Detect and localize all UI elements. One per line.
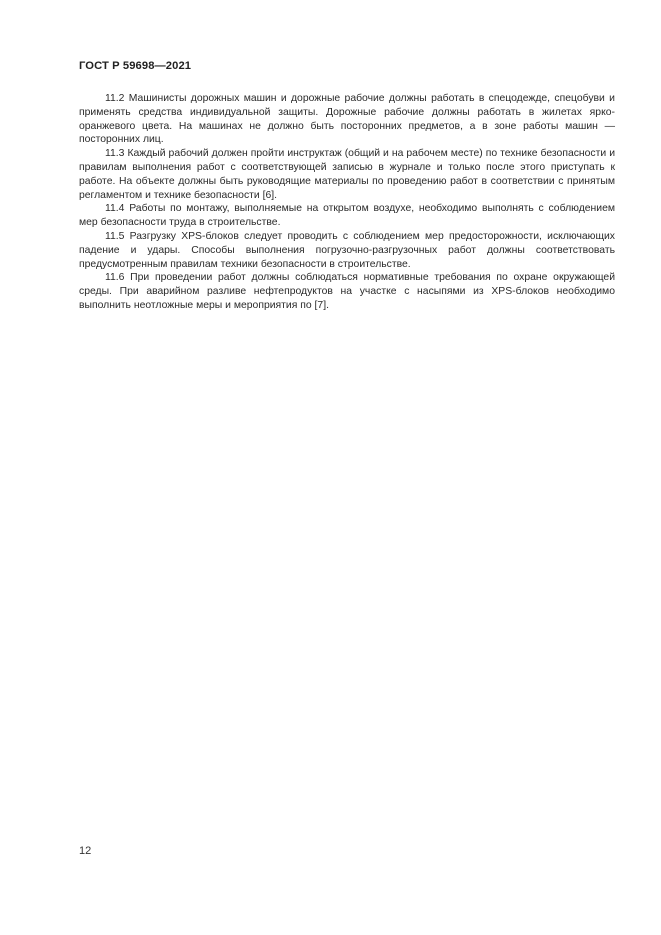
paragraph-11-4: 11.4 Работы по монтажу, выполняемые на открытом воздухе, необходимо выполнять с соблюдением мер безопасности труда в строительстве. xyxy=(79,203,615,229)
document-body xyxy=(79,92,615,313)
document-header: ГОСТ Р 59698—2021 xyxy=(79,60,192,72)
paragraph-11-3: 11.3 Каждый рабочий должен пройти инструктаж (общий и на рабочем месте) по технике безопасности и правилам выполнения работ с соответствующей записью в журнале и только после этого приступать к работе. На объекте должны быть руководящие материалы по проведению работ в соответствии с принятым регламентом и технике безопасности [6]. xyxy=(79,148,615,201)
paragraph-11-5: 11.5 Разгрузку XPS-блоков следует проводить с соблюдением мер предосторожности, исключающих падение и удары. Способы выполнения погрузочно-разгрузочных работ должны соответствовать предусмотренным правилам техники безопасности в строительстве. xyxy=(79,230,615,270)
page-number: 12 xyxy=(79,845,92,857)
paragraph-11-6: 11.6 При проведении работ должны соблюдаться нормативные требования по охране окружающей среды. При аварийном разливе нефтепродуктов на участке с насыпями из XPS-блоков необходимо выполнить неотложные меры и мероприятия по [7]. xyxy=(79,272,615,311)
paragraph-11-2: 11.2 Машинисты дорожных машин и дорожные рабочие должны работать в спецодежде, спецобуви и применять средства индивидуальной защиты. Дорожные рабочие должны работать в жилетах ярко-оранжевого цвета. На машинах не должно быть посторонних предметов, а в зоне работы машин — посторонних лиц. xyxy=(79,93,615,146)
